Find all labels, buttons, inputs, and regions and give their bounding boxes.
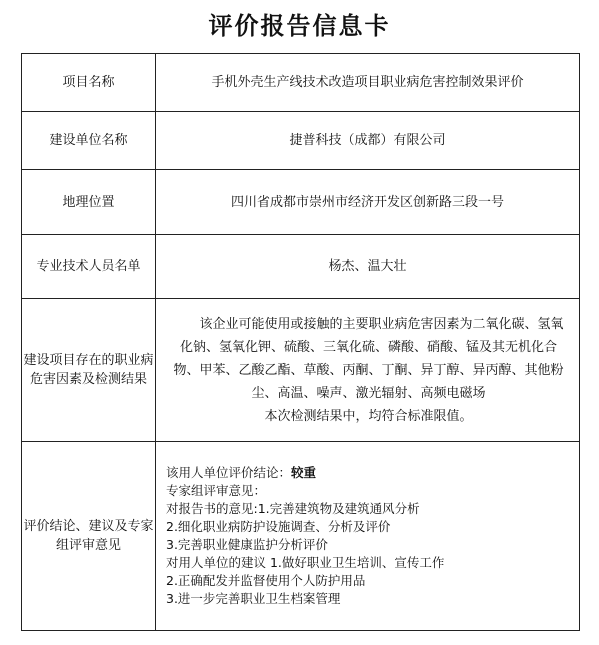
staff-value: 杨杰、温大壮 (156, 235, 580, 299)
page-title: 评价报告信息卡 (208, 11, 391, 40)
hazards-cell (156, 299, 580, 442)
conclusion-prefix: 该用人单位评价结论： (166, 465, 292, 480)
conclusion-line-5: 3.完善职业健康监护分析评价 (166, 537, 328, 552)
conclusion-line-7: 2.正确配发并监督使用个人防护用品 (166, 573, 366, 588)
project-name-label: 项目名称 (22, 54, 156, 112)
conclusion-label: 评价结论、建议及专家组评审意见 (22, 442, 156, 631)
conclusion-grade: 较重 (291, 465, 317, 480)
row-project-name (22, 54, 580, 112)
project-name-value: 手机外壳生产线技术改造项目职业病危害控制效果评价 (156, 54, 580, 112)
row-unit-name (22, 112, 580, 170)
unit-name-label: 建设单位名称 (22, 112, 156, 170)
conclusion-line-6: 对用人单位的建议 1.做好职业卫生培训、宣传工作 (166, 555, 445, 570)
row-hazards (22, 299, 580, 442)
row-conclusion (22, 442, 580, 631)
hazards-result: 本次检测结果中，均符合标准限值。 (264, 408, 473, 424)
conclusion-line-2: 专家组评审意见： (166, 483, 267, 498)
hazards-paragraph (156, 309, 579, 432)
row-location (22, 170, 580, 235)
hazards-value: 该企业可能使用或接触的主要职业病危害因素为二氧化碳、氢氧化钠、氢氧化钾、硫酸、三氧化硫、磷酸、硝酸、锰及其无机化合物、甲苯、乙酸乙酯、草酸、丙酮、丁酮、异丁醇、异丙醇、其他粉尘、高温、噪声、激光辐射、高频电磁场 (173, 316, 564, 401)
conclusion-cell (156, 442, 580, 631)
conclusion-line-4: 2.细化职业病防护设施调查、分析及评价 (166, 519, 391, 534)
location-label: 地理位置 (22, 170, 156, 235)
conclusion-line-1 (166, 464, 571, 482)
info-card-table (21, 53, 580, 631)
location-value: 四川省成都市崇州市经济开发区创新路三段一号 (156, 170, 580, 235)
staff-label: 专业技术人员名单 (22, 235, 156, 299)
conclusion-line-8: 3.进一步完善职业卫生档案管理 (166, 591, 341, 606)
conclusion-line-3: 对报告书的意见:1.完善建筑物及建筑通风分析 (166, 501, 420, 516)
unit-name-value: 捷普科技（成都）有限公司 (156, 112, 580, 170)
hazards-label: 建设项目存在的职业病危害因素及检测结果 (22, 299, 156, 442)
row-staff (22, 235, 580, 299)
conclusion-text (156, 464, 579, 608)
